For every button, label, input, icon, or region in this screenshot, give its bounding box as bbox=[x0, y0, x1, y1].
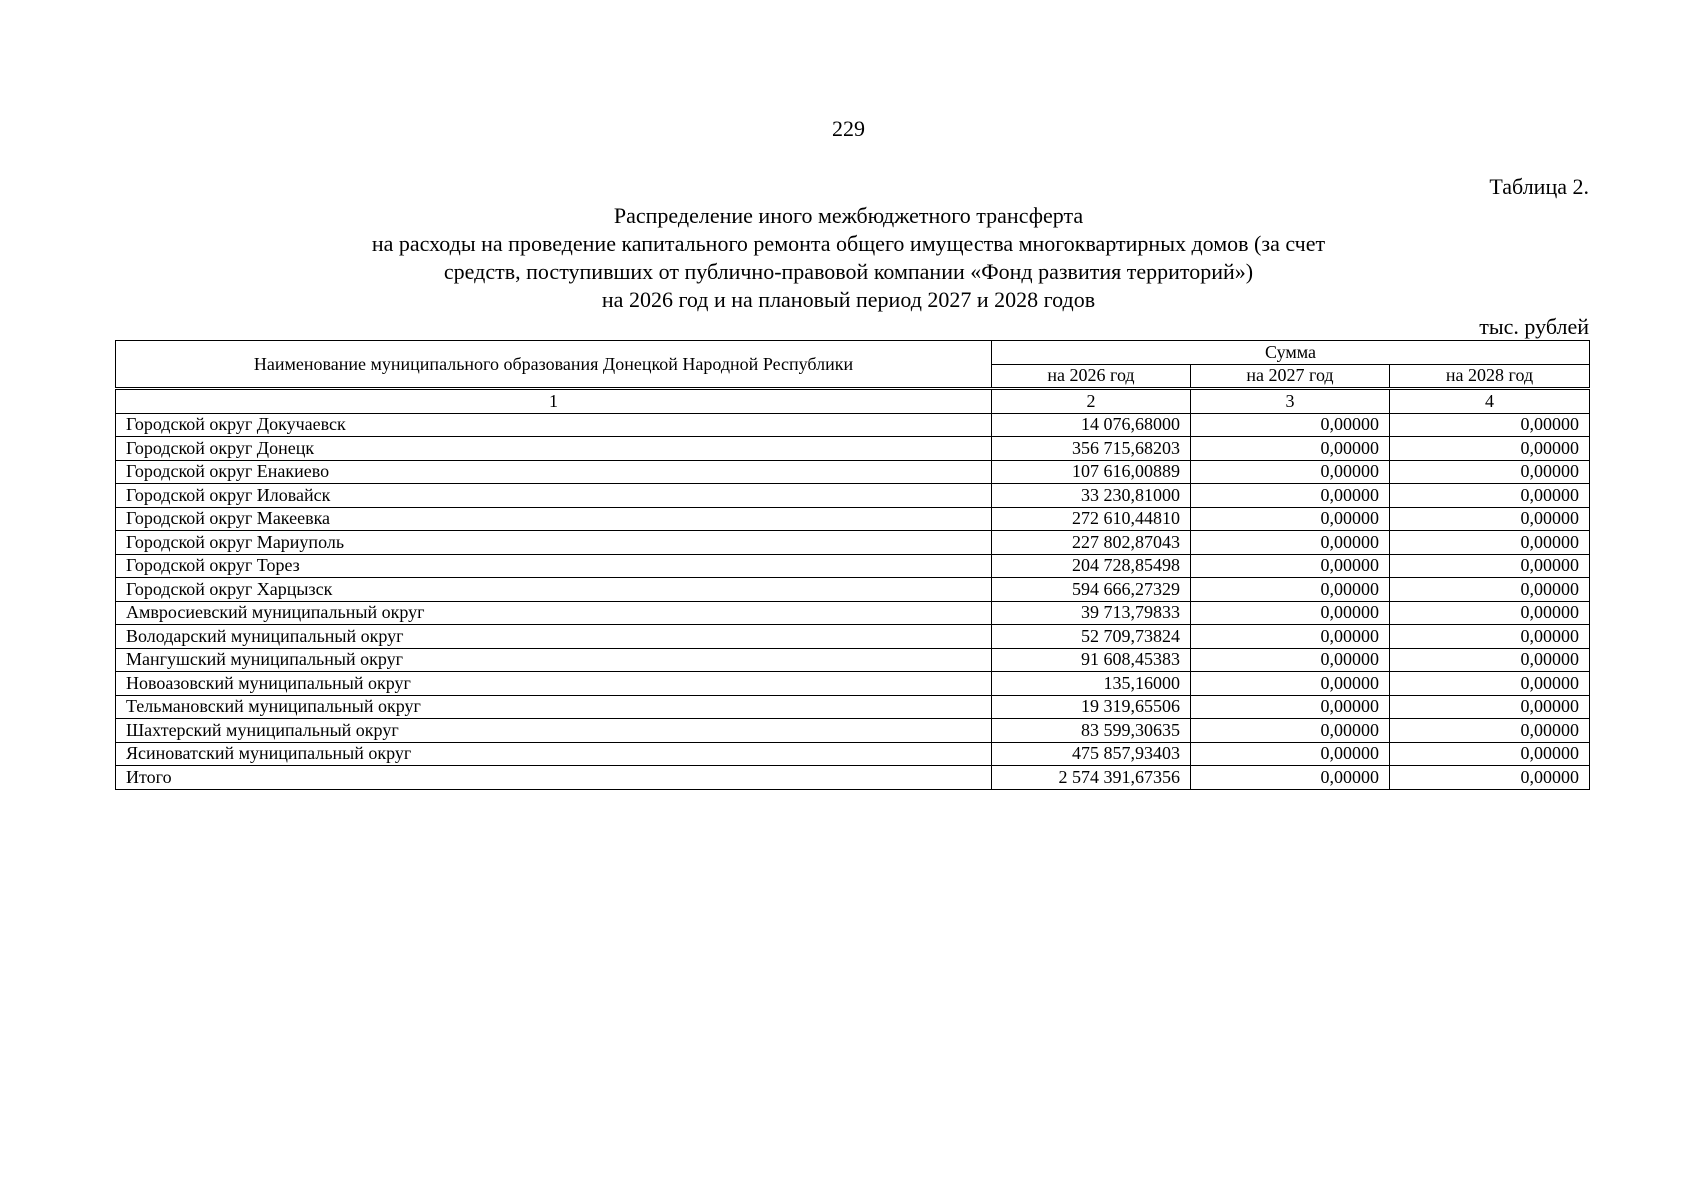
amount-2026: 204 728,85498 bbox=[992, 554, 1191, 578]
amount-2026: 227 802,87043 bbox=[992, 531, 1191, 555]
column-number: 1 bbox=[116, 389, 992, 414]
municipality-name: Городской округ Иловайск bbox=[116, 484, 992, 508]
table-row bbox=[116, 672, 1590, 696]
municipality-name: Володарский муниципальный округ bbox=[116, 625, 992, 649]
amount-2027: 0,00000 bbox=[1191, 672, 1390, 696]
title-line: на 2026 год и на плановый период 2027 и 2028 годов bbox=[601, 287, 1096, 312]
table-row bbox=[116, 742, 1590, 766]
amount-2026: 83 599,30635 bbox=[992, 719, 1191, 743]
amount-2027: 0,00000 bbox=[1191, 413, 1390, 437]
amount-2028: 0,00000 bbox=[1390, 578, 1590, 602]
document-title bbox=[0, 202, 1697, 314]
table-row bbox=[116, 625, 1590, 649]
table-row bbox=[116, 719, 1590, 743]
table-row bbox=[116, 601, 1590, 625]
amount-2027: 0,00000 bbox=[1191, 507, 1390, 531]
table-row bbox=[116, 460, 1590, 484]
amount-2027: 0,00000 bbox=[1191, 531, 1390, 555]
municipality-name: Амвросиевский муниципальный округ bbox=[116, 601, 992, 625]
amount-2028: 0,00000 bbox=[1390, 648, 1590, 672]
amount-2026: 91 608,45383 bbox=[992, 648, 1191, 672]
amount-2027: 0,00000 bbox=[1191, 437, 1390, 461]
amount-2026: 135,16000 bbox=[992, 672, 1191, 696]
municipality-name: Городской округ Мариуполь bbox=[116, 531, 992, 555]
amount-2028: 0,00000 bbox=[1390, 507, 1590, 531]
municipality-name: Городской округ Донецк bbox=[116, 437, 992, 461]
amount-2027: 0,00000 bbox=[1191, 460, 1390, 484]
table-row bbox=[116, 484, 1590, 508]
title-line: Распределение иного межбюджетного трансферта bbox=[613, 203, 1084, 228]
distribution-table bbox=[115, 340, 1590, 790]
municipality-name: Шахтерский муниципальный округ bbox=[116, 719, 992, 743]
municipality-name: Ясиноватский муниципальный округ bbox=[116, 742, 992, 766]
table-label: Таблица 2. bbox=[1489, 174, 1589, 199]
amount-2027: 0,00000 bbox=[1191, 554, 1390, 578]
table-row bbox=[116, 695, 1590, 719]
amount-2028: 0,00000 bbox=[1390, 601, 1590, 625]
municipality-name: Городской округ Харцызск bbox=[116, 578, 992, 602]
amount-2028: 0,00000 bbox=[1390, 484, 1590, 508]
amount-2027: 0,00000 bbox=[1191, 625, 1390, 649]
amount-2026: 594 666,27329 bbox=[992, 578, 1191, 602]
amount-2027: 0,00000 bbox=[1191, 484, 1390, 508]
amount-2026: 39 713,79833 bbox=[992, 601, 1191, 625]
amount-2028: 0,00000 bbox=[1390, 695, 1590, 719]
amount-2026: 33 230,81000 bbox=[992, 484, 1191, 508]
municipality-name: Городской округ Докучаевск bbox=[116, 413, 992, 437]
amount-2027: 0,00000 bbox=[1191, 719, 1390, 743]
header-year-2026: на 2026 год bbox=[992, 364, 1191, 389]
municipality-name: Городской округ Макеевка bbox=[116, 507, 992, 531]
municipality-name: Тельмановский муниципальный округ bbox=[116, 695, 992, 719]
table-row bbox=[116, 437, 1590, 461]
title-line: средств, поступивших от публично-правовой компании «Фонд развития территорий») bbox=[443, 259, 1254, 284]
total-2026: 2 574 391,67356 bbox=[992, 766, 1191, 790]
column-number: 2 bbox=[992, 389, 1191, 414]
header-name: Наименование муниципального образования Донецкой Народной Республики bbox=[116, 341, 992, 389]
table-row bbox=[116, 507, 1590, 531]
municipality-name: Мангушский муниципальный округ bbox=[116, 648, 992, 672]
table-row bbox=[116, 648, 1590, 672]
amount-2027: 0,00000 bbox=[1191, 695, 1390, 719]
table-row bbox=[116, 554, 1590, 578]
amount-2026: 475 857,93403 bbox=[992, 742, 1191, 766]
total-row bbox=[116, 766, 1590, 790]
column-number: 4 bbox=[1390, 389, 1590, 414]
header-year-2028: на 2028 год bbox=[1390, 364, 1590, 389]
table-row bbox=[116, 413, 1590, 437]
page-number: 229 bbox=[832, 116, 865, 141]
title-line: на расходы на проведение капитального ремонта общего имущества многоквартирных домов (за счет bbox=[371, 231, 1326, 256]
total-2028: 0,00000 bbox=[1390, 766, 1590, 790]
amount-2027: 0,00000 bbox=[1191, 601, 1390, 625]
amount-2028: 0,00000 bbox=[1390, 625, 1590, 649]
units-label: тыс. рублей bbox=[1479, 314, 1589, 339]
municipality-name: Городской округ Енакиево bbox=[116, 460, 992, 484]
amount-2026: 14 076,68000 bbox=[992, 413, 1191, 437]
amount-2027: 0,00000 bbox=[1191, 648, 1390, 672]
amount-2028: 0,00000 bbox=[1390, 672, 1590, 696]
table-row bbox=[116, 578, 1590, 602]
municipality-name: Новоазовский муниципальный округ bbox=[116, 672, 992, 696]
amount-2028: 0,00000 bbox=[1390, 719, 1590, 743]
amount-2028: 0,00000 bbox=[1390, 554, 1590, 578]
column-number-row bbox=[116, 389, 1590, 414]
amount-2026: 52 709,73824 bbox=[992, 625, 1191, 649]
amount-2028: 0,00000 bbox=[1390, 413, 1590, 437]
amount-2028: 0,00000 bbox=[1390, 742, 1590, 766]
amount-2026: 356 715,68203 bbox=[992, 437, 1191, 461]
table-row bbox=[116, 531, 1590, 555]
total-2027: 0,00000 bbox=[1191, 766, 1390, 790]
amount-2028: 0,00000 bbox=[1390, 531, 1590, 555]
column-number: 3 bbox=[1191, 389, 1390, 414]
amount-2027: 0,00000 bbox=[1191, 578, 1390, 602]
amount-2028: 0,00000 bbox=[1390, 460, 1590, 484]
amount-2026: 107 616,00889 bbox=[992, 460, 1191, 484]
amount-2026: 272 610,44810 bbox=[992, 507, 1191, 531]
header-row bbox=[116, 341, 1590, 365]
header-sum: Сумма bbox=[992, 341, 1590, 365]
amount-2027: 0,00000 bbox=[1191, 742, 1390, 766]
amount-2028: 0,00000 bbox=[1390, 437, 1590, 461]
total-label: Итого bbox=[116, 766, 992, 790]
municipality-name: Городской округ Торез bbox=[116, 554, 992, 578]
header-year-2027: на 2027 год bbox=[1191, 364, 1390, 389]
amount-2026: 19 319,65506 bbox=[992, 695, 1191, 719]
